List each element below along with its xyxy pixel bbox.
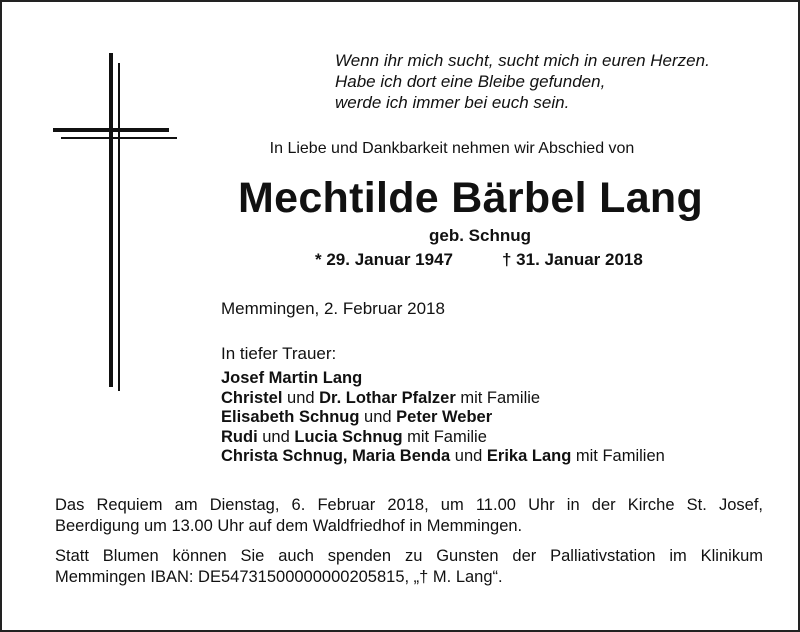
cross-icon-horizontal-bar	[53, 128, 169, 132]
death-date: † 31. Januar 2018	[502, 250, 643, 269]
mourner-line	[221, 389, 665, 409]
intro-text: In Liebe und Dankbarkeit nehmen wir Abschied von	[269, 140, 635, 157]
mourner-line	[221, 428, 665, 448]
requiem-info	[55, 495, 763, 537]
mourner-name: Christel	[221, 388, 283, 407]
cross-icon-vertical-bar	[109, 53, 113, 387]
deceased-name: Mechtilde Bärbel Lang	[238, 174, 704, 222]
mourner-line	[221, 447, 665, 467]
mourning-title: In tiefer Trauer:	[221, 344, 337, 363]
mourner-connector: und	[359, 408, 397, 426]
mourner-name: Josef Martin Lang	[221, 369, 363, 387]
cross-icon-vertical-shadow	[118, 63, 120, 391]
mourner-line	[221, 408, 665, 428]
donation-info	[55, 546, 763, 588]
poem-line: Habe ich dort eine Bleibe gefunden,	[335, 72, 606, 91]
mourner-connector: und	[257, 427, 295, 446]
donation-line: Statt Blumen können Sie auch spenden zu Gunsten der Palliativstation im Klinikum	[55, 547, 763, 565]
mourner-name: Rudi	[221, 427, 258, 446]
mourner-suffix: mit Familie	[455, 388, 541, 407]
mourner-line	[221, 369, 665, 389]
mourner-connector: und	[282, 388, 320, 407]
poem-line: Wenn ihr mich sucht, sucht mich in euren Herzen.	[335, 51, 710, 70]
mourner-name: Dr. Lothar Pfalzer	[319, 388, 456, 407]
requiem-line: Das Requiem am Dienstag, 6. Februar 2018, um 11.00 Uhr in der Kirche St. Josef,	[55, 496, 763, 514]
mourners-list	[221, 369, 665, 467]
poem-line: werde ich immer bei euch sein.	[335, 93, 570, 112]
mourner-name: Lucia Schnug	[294, 427, 403, 446]
birth-date: * 29. Januar 1947	[315, 250, 453, 269]
poem	[335, 50, 775, 113]
mourner-suffix: mit Familien	[571, 447, 665, 465]
mourner-name: Peter Weber	[396, 408, 493, 426]
birth-name: geb. Schnug	[429, 226, 531, 245]
donation-line: Memmingen IBAN: DE54731500000000205815, „† M. Lang“.	[55, 568, 503, 586]
mourner-connector: und	[450, 447, 487, 465]
mourner-name: Elisabeth Schnug	[221, 408, 360, 426]
place-date: Memmingen, 2. Februar 2018	[221, 299, 445, 318]
mourner-suffix: mit Familie	[402, 427, 487, 446]
requiem-line: Beerdigung um 13.00 Uhr auf dem Waldfriedhof in Memmingen.	[55, 517, 523, 535]
mourner-name: Erika Lang	[486, 447, 572, 465]
mourner-name: Christa Schnug, Maria Benda	[221, 447, 451, 465]
cross-icon-horizontal-shadow	[61, 137, 177, 139]
